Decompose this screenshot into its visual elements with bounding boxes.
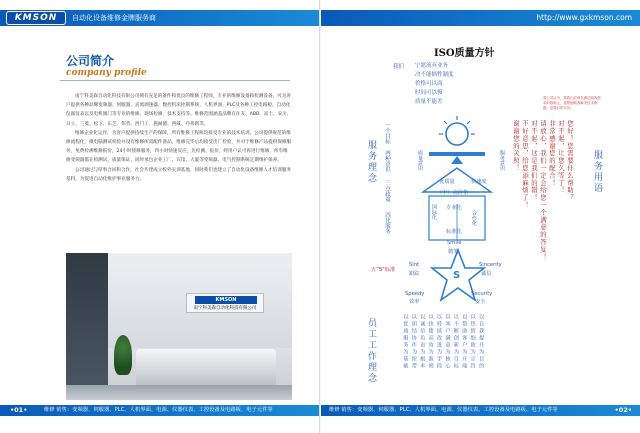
- photo-sign-text: 南宁科美森自动化科技有限公司: [193, 306, 257, 311]
- photo-sign-logo: KMSON: [195, 296, 257, 304]
- photo-reception-desk: [136, 349, 276, 389]
- diagram-professional: 专业化: [446, 205, 462, 211]
- company-logo: KMSON: [6, 11, 66, 25]
- diagram-cooperation: 合作化: [471, 210, 477, 226]
- section-title: 公司简介: [66, 54, 115, 68]
- staff-line: 以优质服务为基础: [402, 314, 409, 370]
- diagram-international: 国际化: [431, 204, 437, 220]
- diagram-balance-beam: [429, 152, 485, 156]
- company-introduction: [66, 92, 292, 184]
- diagram-price: （中）高价格: [437, 190, 469, 196]
- diagram-quality-awareness: 质量意识: [417, 150, 423, 171]
- diagram-top-left: 优质量: [439, 179, 455, 185]
- concept-awareness: 两种意识: [384, 150, 390, 172]
- staff-line: 以持续改进为手段: [436, 314, 443, 370]
- usage-phrase: 非常感谢您的配合！: [548, 120, 556, 187]
- website-url: http://www.gxkmson.com: [536, 13, 632, 22]
- diagram-standard: 标准化: [446, 229, 462, 235]
- staff-line: 以客户满意为核心: [444, 314, 451, 370]
- staff-concept-title: 员工工作理念: [366, 318, 376, 384]
- photo-company-sign: [186, 293, 264, 313]
- policy-line: 价格可以商: [415, 81, 443, 87]
- s-slnt-cn: 跟踪: [409, 271, 420, 277]
- usage-phrase: 您好！您需要什么帮助？: [566, 120, 574, 202]
- concept-policy: 三点政策: [384, 180, 390, 202]
- diagram-top-right: 快速度: [471, 179, 487, 185]
- policy-label: 我们: [393, 64, 405, 70]
- intro-paragraph: 南宁科美森自动化科技有限公司拥有充足的备件和优良的维修工程师，专业的维修设备和检测设备，可为客户提供各种品牌变频器、伺服器、直流调速器、数控机床控制系统、人机界面、PLC及各种工控电路板、自动化仪器仪表以及电机阀门等专业的维修、现场检修、技术支持等。维修范围涵盖品牌有住友、ABB、富士、安川、日立、三菱、松下、东芝、伟肯、西门子、施耐德、西威、丹弗斯等。: [66, 94, 292, 127]
- usage-phrase: 谢谢您的关照！: [512, 120, 520, 172]
- diagram-pivot: [451, 156, 463, 164]
- intro-paragraph: 维修企业化运作，为客户提供持续生产的保障，所有维修工程师均接受专业的技术培训，公司提供规范的维修流程化，微电脑测试检验并设有维修所需配件备品，维修完毕后均接受出厂检验，并对于维修产品提供保修服务，免费检测维修报价，24小时接修服务，四小时快速反应，先检测、报价，经用户认可再进行维修，所有维修变频器都在检测试，质量保证，同时承包企业工厂、宾馆、大厦等变频器、电气控制系统定期维护保养。: [66, 130, 292, 164]
- section-divider: [60, 80, 290, 81]
- usage-phrase: 不好意思，给您添麻烦了！: [521, 120, 529, 209]
- photo-floor: [66, 385, 292, 400]
- five-s-center: S: [453, 270, 461, 281]
- s-smile-cn: 微笑: [448, 249, 459, 255]
- staff-line: 以不断创新为目标: [452, 314, 459, 370]
- s-security-en: Security: [471, 291, 493, 297]
- policy-line: 时间可以慢: [415, 90, 443, 96]
- page-number-right: •02•: [614, 406, 632, 414]
- section-subtitle: company profile: [66, 68, 147, 78]
- right-page: [321, 0, 640, 433]
- diagram-service-awareness: 服务意识: [499, 150, 505, 171]
- s-sincerity-en: Sincerity: [479, 262, 502, 268]
- service-concept-diagram: [401, 112, 513, 246]
- s-sincerity-cn: 诚信: [481, 271, 492, 277]
- footer-services-right: 维修 销售：变频器、伺服器、PLC、人机界面、电源、仪器仪表、工控设备及电路板、电子元件等: [329, 407, 558, 413]
- iso-policy-title: ISO质量方针: [434, 48, 495, 59]
- s-smile-en: Smile: [447, 240, 462, 246]
- usage-phrase: 请放心，我们一定会给您一个满意的答复！: [539, 120, 547, 261]
- diagram-sun: [446, 123, 468, 145]
- photo-plant: [114, 335, 132, 375]
- five-s-label: 五“S”标准: [371, 267, 396, 273]
- s-security-cn: 安全: [475, 299, 486, 305]
- staff-line: 以诚信负责为根本: [419, 314, 426, 370]
- s-speedy-en: Speedy: [405, 291, 425, 297]
- policy-line: 质量不能差: [415, 99, 443, 105]
- service-usage-title: 服务用语: [592, 150, 602, 194]
- staff-line: 以快捷高效为准则: [427, 314, 434, 370]
- footer-services-left: 维修 销售：变频器、伺服器、PLC、人机界面、电源、仪器仪表、工控设备及电路板、电子元件等: [44, 407, 273, 413]
- usage-phrase: 对不起，让您久等了！: [557, 120, 565, 194]
- s-speedy-cn: 效率: [409, 299, 420, 305]
- staff-line: 以自我提升为目的: [478, 314, 485, 370]
- policy-note: 我公司认为，我我们应该在满足顾客需求的基础上，再帮助顾客解决技术难题，是我们的宗旨。: [543, 96, 601, 110]
- service-concept-title: 服务理念: [366, 140, 376, 184]
- concept-goal: 一个目标: [384, 122, 390, 144]
- concept-services: 四化服务: [384, 212, 390, 234]
- policy-line: 决不能牺牲制度: [415, 72, 454, 78]
- service-usage-phrases: [511, 120, 574, 270]
- staff-concept-lines: [401, 314, 485, 400]
- diagram-sun-rays: [439, 116, 475, 134]
- staff-line: 以团结协作为纽带: [410, 314, 417, 370]
- staff-line: 以热情细致为宗旨: [469, 314, 476, 370]
- usage-phrase: 对不起，这是我们的错！: [530, 120, 538, 202]
- s-slnt-en: Slnt: [409, 262, 420, 268]
- header-title: 自动化设备维修金牌服务商: [72, 14, 156, 22]
- policy-lines: [415, 62, 454, 107]
- photo-window: [66, 253, 108, 400]
- policy-line: 宁愿流弃业务: [415, 63, 449, 69]
- page-number-left: •01•: [10, 406, 28, 414]
- office-reception-photo: [66, 253, 292, 400]
- staff-line: 以帮助客户为开端: [461, 314, 468, 370]
- intro-paragraph: 公司通过与厚事合同和合作，社会共建成立校外实训基地，同时我们也建立了自动化设备维修人才培训服务基料，为促进自动化维护事业服务力。: [66, 167, 291, 182]
